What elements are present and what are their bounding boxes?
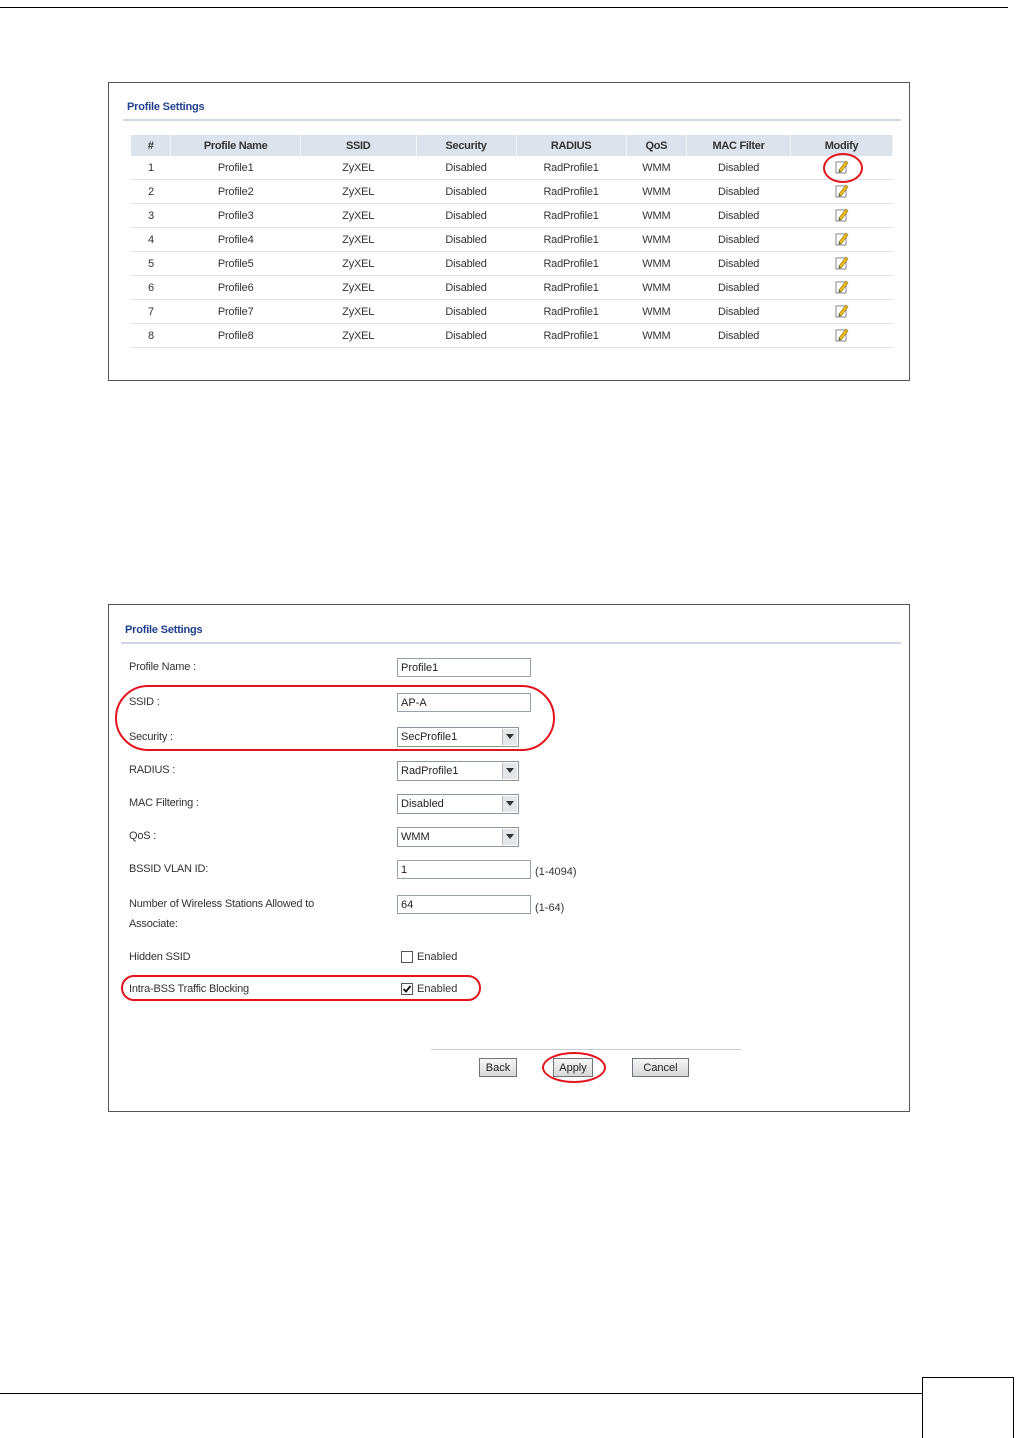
title-divider: [123, 119, 901, 121]
table-cell: ZyXEL: [300, 252, 416, 276]
table-row: [131, 324, 893, 348]
table-cell: ZyXEL: [300, 300, 416, 324]
vlan-range-hint: (1-4094): [535, 866, 577, 878]
modify-cell: [791, 228, 893, 252]
hidden-ssid-label: Hidden SSID: [129, 951, 191, 963]
table-cell: Disabled: [416, 228, 516, 252]
table-cell: 4: [131, 228, 171, 252]
table-cell: ZyXEL: [300, 204, 416, 228]
page-number-box: [922, 1377, 1014, 1438]
table-cell: Profile1: [171, 156, 300, 180]
modify-cell: [791, 252, 893, 276]
column-header: SSID: [300, 135, 416, 156]
back-button[interactable]: Back: [479, 1058, 517, 1077]
column-header: MAC Filter: [687, 135, 791, 156]
table-cell: Disabled: [687, 300, 791, 324]
table-cell: Disabled: [416, 300, 516, 324]
table-cell: Profile6: [171, 276, 300, 300]
mac-filtering-value: Disabled: [401, 798, 444, 810]
table-cell: WMM: [626, 156, 686, 180]
table-cell: WMM: [626, 180, 686, 204]
modify-cell: [791, 276, 893, 300]
cancel-button[interactable]: Cancel: [632, 1058, 689, 1077]
table-cell: WMM: [626, 276, 686, 300]
modify-cell: [791, 300, 893, 324]
radius-select[interactable]: [397, 761, 519, 781]
table-cell: Profile4: [171, 228, 300, 252]
table-cell: Disabled: [416, 180, 516, 204]
profile-list-panel: [108, 82, 910, 381]
ssid-label: SSID :: [129, 696, 160, 708]
table-cell: Disabled: [687, 228, 791, 252]
stations-range-hint: (1-64): [535, 902, 565, 914]
edit-icon[interactable]: [835, 207, 849, 225]
table-row: [131, 180, 893, 204]
page-footer-rule: [0, 1393, 922, 1394]
table-cell: Disabled: [416, 324, 516, 348]
intra-bss-enabled-label: Enabled: [417, 983, 458, 995]
table-cell: RadProfile1: [516, 252, 626, 276]
profile-name-label: Profile Name :: [129, 661, 196, 673]
table-cell: 3: [131, 204, 171, 228]
apply-button[interactable]: Apply: [553, 1058, 593, 1077]
table-cell: Disabled: [416, 156, 516, 180]
table-cell: Profile3: [171, 204, 300, 228]
table-cell: RadProfile1: [516, 324, 626, 348]
table-cell: Disabled: [687, 156, 791, 180]
stations-label-line1: Number of Wireless Stations Allowed to: [129, 898, 314, 910]
table-cell: Disabled: [687, 204, 791, 228]
stations-label: [129, 894, 314, 934]
table-row: [131, 204, 893, 228]
page-header-rule: [0, 7, 1008, 8]
qos-select[interactable]: [397, 827, 519, 847]
table-cell: WMM: [626, 252, 686, 276]
stations-input[interactable]: [397, 895, 531, 914]
table-cell: Disabled: [687, 276, 791, 300]
table-cell: RadProfile1: [516, 300, 626, 324]
security-label: Security :: [129, 731, 173, 743]
table-cell: Profile7: [171, 300, 300, 324]
profile-table: [131, 135, 893, 348]
table-cell: Profile5: [171, 252, 300, 276]
column-header: Modify: [791, 135, 893, 156]
table-cell: Profile2: [171, 180, 300, 204]
security-value: SecProfile1: [401, 731, 458, 743]
edit-icon[interactable]: [835, 303, 849, 321]
table-cell: 6: [131, 276, 171, 300]
column-header: #: [131, 135, 171, 156]
hidden-ssid-checkbox[interactable]: [401, 951, 413, 963]
profile-edit-panel: [108, 604, 910, 1112]
table-cell: WMM: [626, 300, 686, 324]
chevron-down-icon[interactable]: [502, 763, 517, 779]
profile-name-input[interactable]: [397, 658, 531, 677]
table-cell: ZyXEL: [300, 324, 416, 348]
column-header: Profile Name: [171, 135, 300, 156]
column-header: Security: [416, 135, 516, 156]
table-cell: 7: [131, 300, 171, 324]
edit-icon[interactable]: [835, 183, 849, 201]
qos-value: WMM: [401, 831, 430, 843]
table-cell: ZyXEL: [300, 276, 416, 300]
table-cell: Profile8: [171, 324, 300, 348]
button-divider: [431, 1049, 741, 1050]
modify-highlight-circle: [823, 153, 863, 183]
modify-cell: [791, 180, 893, 204]
panel-title: Profile Settings: [125, 624, 203, 636]
radius-value: RadProfile1: [401, 765, 459, 777]
table-row: [131, 276, 893, 300]
bssid-vlan-label: BSSID VLAN ID:: [129, 863, 209, 875]
table-header-row: [131, 135, 893, 156]
title-divider: [121, 642, 901, 644]
table-cell: RadProfile1: [516, 180, 626, 204]
table-cell: Disabled: [687, 324, 791, 348]
table-cell: WMM: [626, 204, 686, 228]
chevron-down-icon[interactable]: [502, 829, 517, 845]
mac-filtering-select[interactable]: [397, 794, 519, 814]
table-row: [131, 300, 893, 324]
table-row: [131, 156, 893, 180]
stations-label-line2: Associate:: [129, 918, 178, 930]
intra-bss-label: Intra-BSS Traffic Blocking: [129, 983, 249, 995]
table-cell: 5: [131, 252, 171, 276]
mac-filtering-label: MAC Filtering :: [129, 797, 199, 809]
radius-label: RADIUS :: [129, 764, 176, 776]
hidden-ssid-enabled-label: Enabled: [417, 951, 458, 963]
table-cell: Disabled: [416, 204, 516, 228]
table-cell: ZyXEL: [300, 228, 416, 252]
chevron-down-icon[interactable]: [502, 796, 517, 812]
column-header: RADIUS: [516, 135, 626, 156]
table-cell: Disabled: [687, 252, 791, 276]
edit-icon[interactable]: [835, 255, 849, 273]
table-cell: 1: [131, 156, 171, 180]
edit-icon[interactable]: [835, 327, 849, 345]
table-cell: WMM: [626, 324, 686, 348]
edit-icon[interactable]: [835, 231, 849, 249]
edit-icon[interactable]: [835, 279, 849, 297]
table-row: [131, 228, 893, 252]
column-header: QoS: [626, 135, 686, 156]
table-cell: RadProfile1: [516, 156, 626, 180]
table-cell: Disabled: [687, 180, 791, 204]
modify-cell: [791, 204, 893, 228]
table-cell: RadProfile1: [516, 204, 626, 228]
table-cell: 8: [131, 324, 171, 348]
ssid-security-highlight: [115, 685, 555, 751]
table-cell: RadProfile1: [516, 228, 626, 252]
table-row: [131, 252, 893, 276]
qos-label: QoS :: [129, 830, 157, 842]
table-cell: ZyXEL: [300, 156, 416, 180]
table-cell: 2: [131, 180, 171, 204]
apply-highlight-circle: [542, 1052, 606, 1083]
modify-cell: [791, 324, 893, 348]
panel-title: Profile Settings: [127, 101, 205, 113]
table-cell: Disabled: [416, 276, 516, 300]
table-cell: Disabled: [416, 252, 516, 276]
intra-bss-highlight: [121, 975, 481, 1001]
table-cell: WMM: [626, 228, 686, 252]
bssid-vlan-input[interactable]: [397, 860, 531, 879]
table-cell: ZyXEL: [300, 180, 416, 204]
table-cell: RadProfile1: [516, 276, 626, 300]
